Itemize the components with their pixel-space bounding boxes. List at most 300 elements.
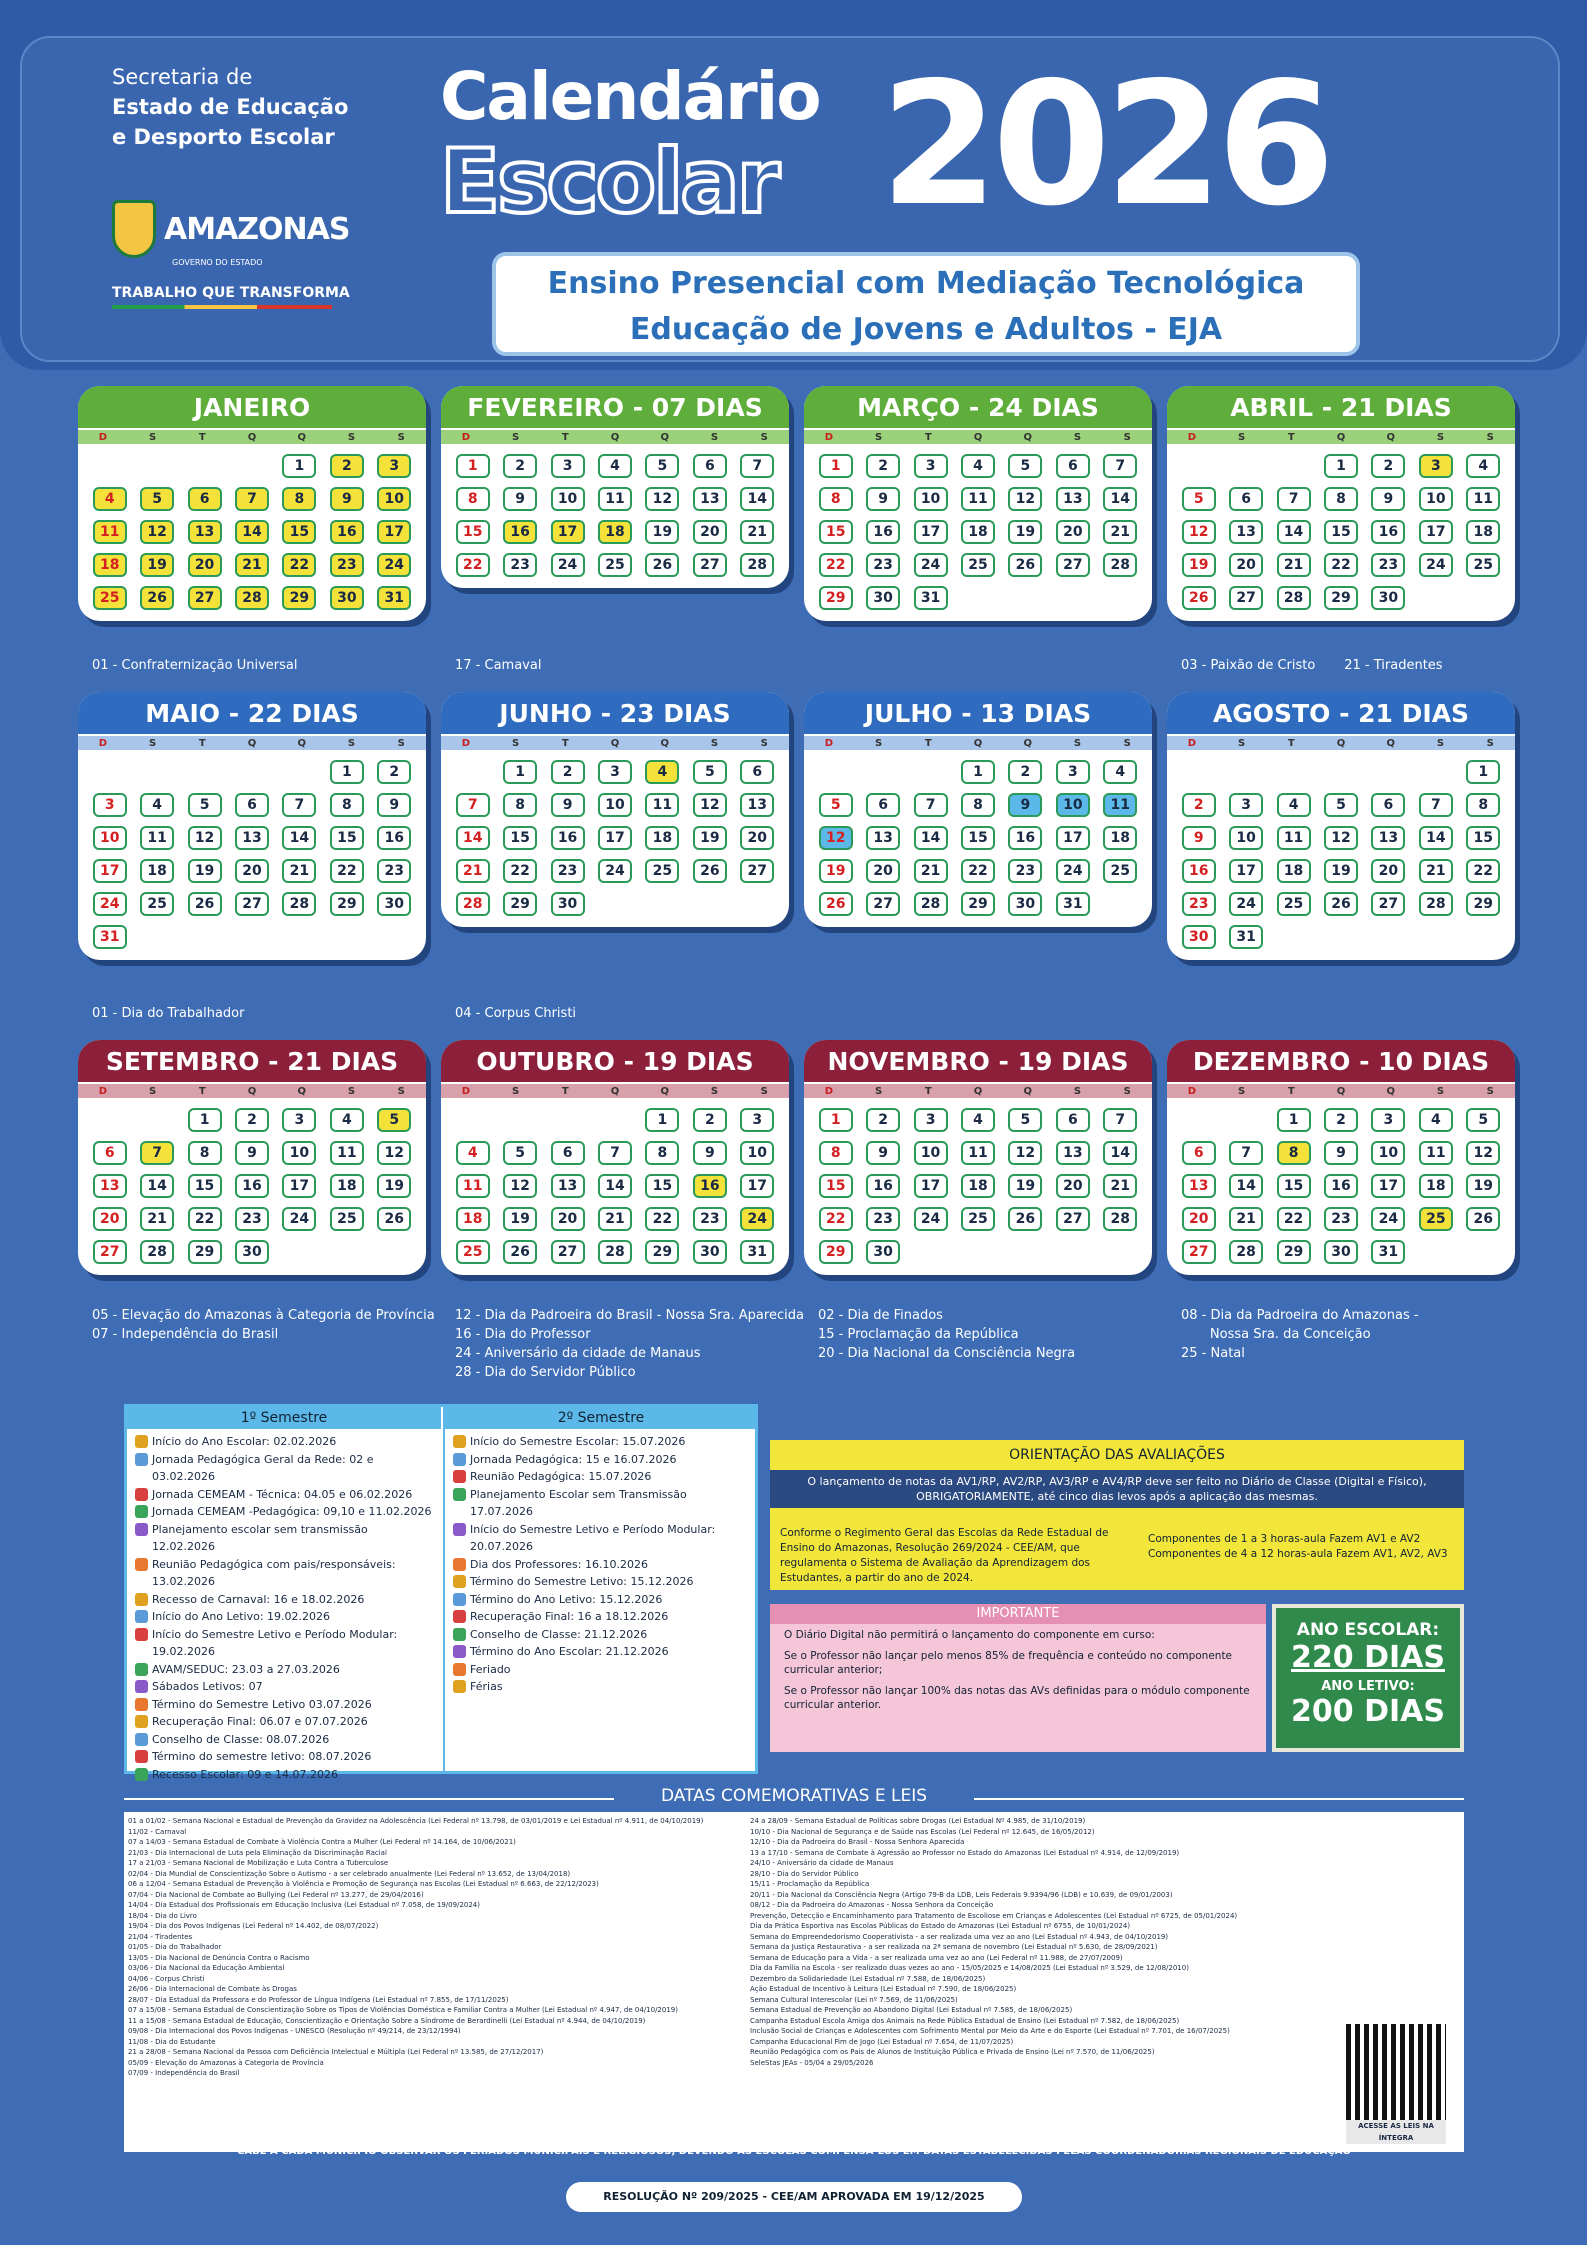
day-number[interactable]: 13	[1371, 826, 1405, 850]
day-number[interactable]: 21	[1419, 859, 1453, 883]
day-number[interactable]: 17	[551, 520, 585, 544]
day-number[interactable]: 1	[1466, 760, 1500, 784]
day-number[interactable]: 18	[1419, 1174, 1453, 1198]
day-number[interactable]: 11	[330, 1141, 364, 1165]
day-number[interactable]: 4	[598, 454, 632, 478]
day-number[interactable]: 20	[1182, 1207, 1216, 1231]
day-number[interactable]: 24	[282, 1207, 316, 1231]
day-number[interactable]: 4	[140, 793, 174, 817]
day-number[interactable]: 7	[1103, 1108, 1137, 1132]
day-number[interactable]: 2	[503, 454, 537, 478]
day-number[interactable]: 11	[598, 487, 632, 511]
day-number[interactable]: 12	[377, 1141, 411, 1165]
day-number[interactable]: 31	[1229, 925, 1263, 949]
day-number[interactable]: 29	[819, 1240, 853, 1264]
day-number[interactable]: 16	[551, 826, 585, 850]
day-number[interactable]: 18	[1466, 520, 1500, 544]
day-number[interactable]: 24	[1371, 1207, 1405, 1231]
day-number[interactable]: 19	[140, 553, 174, 577]
day-number[interactable]: 30	[693, 1240, 727, 1264]
day-number[interactable]: 14	[456, 826, 490, 850]
day-number[interactable]: 26	[377, 1207, 411, 1231]
day-number[interactable]: 5	[1182, 487, 1216, 511]
day-number[interactable]: 20	[1229, 553, 1263, 577]
day-number[interactable]: 24	[1419, 553, 1453, 577]
day-number[interactable]: 28	[282, 892, 316, 916]
day-number[interactable]: 6	[693, 454, 727, 478]
day-number[interactable]: 30	[1324, 1240, 1358, 1264]
day-number[interactable]: 23	[235, 1207, 269, 1231]
day-number[interactable]: 13	[93, 1174, 127, 1198]
day-number[interactable]: 9	[503, 487, 537, 511]
day-number[interactable]: 6	[1056, 454, 1090, 478]
day-number[interactable]: 3	[598, 760, 632, 784]
day-number[interactable]: 21	[140, 1207, 174, 1231]
day-number[interactable]: 27	[1371, 892, 1405, 916]
day-number[interactable]: 15	[188, 1174, 222, 1198]
day-number[interactable]: 5	[188, 793, 222, 817]
day-number[interactable]: 13	[235, 826, 269, 850]
day-number[interactable]: 13	[1182, 1174, 1216, 1198]
day-number[interactable]: 23	[1008, 859, 1042, 883]
day-number[interactable]: 9	[551, 793, 585, 817]
day-number[interactable]: 23	[866, 553, 900, 577]
day-number[interactable]: 5	[645, 454, 679, 478]
day-number[interactable]: 28	[1103, 1207, 1137, 1231]
day-number[interactable]: 14	[1103, 1141, 1137, 1165]
day-number[interactable]: 18	[1103, 826, 1137, 850]
day-number[interactable]: 23	[330, 553, 364, 577]
day-number[interactable]: 9	[1371, 487, 1405, 511]
day-number[interactable]: 15	[819, 1174, 853, 1198]
day-number[interactable]: 24	[551, 553, 585, 577]
day-number[interactable]: 2	[1371, 454, 1405, 478]
day-number[interactable]: 14	[740, 487, 774, 511]
day-number[interactable]: 23	[1324, 1207, 1358, 1231]
day-number[interactable]: 28	[914, 892, 948, 916]
day-number[interactable]: 15	[1277, 1174, 1311, 1198]
day-number[interactable]: 17	[598, 826, 632, 850]
day-number[interactable]: 10	[914, 487, 948, 511]
day-number[interactable]: 4	[961, 454, 995, 478]
day-number[interactable]: 25	[140, 892, 174, 916]
day-number[interactable]: 12	[693, 793, 727, 817]
day-number[interactable]: 14	[598, 1174, 632, 1198]
day-number[interactable]: 10	[1229, 826, 1263, 850]
day-number[interactable]: 17	[1229, 859, 1263, 883]
day-number[interactable]: 12	[645, 487, 679, 511]
day-number[interactable]: 11	[1419, 1141, 1453, 1165]
day-number[interactable]: 26	[503, 1240, 537, 1264]
day-number[interactable]: 27	[1056, 1207, 1090, 1231]
day-number[interactable]: 13	[1056, 1141, 1090, 1165]
day-number[interactable]: 8	[282, 487, 316, 511]
day-number[interactable]: 12	[1008, 487, 1042, 511]
day-number[interactable]: 6	[1182, 1141, 1216, 1165]
day-number[interactable]: 7	[1103, 454, 1137, 478]
day-number[interactable]: 17	[1056, 826, 1090, 850]
day-number[interactable]: 3	[377, 454, 411, 478]
day-number[interactable]: 20	[551, 1207, 585, 1231]
day-number[interactable]: 8	[1277, 1141, 1311, 1165]
day-number[interactable]: 29	[1277, 1240, 1311, 1264]
day-number[interactable]: 11	[140, 826, 174, 850]
day-number[interactable]: 21	[235, 553, 269, 577]
day-number[interactable]: 26	[1182, 586, 1216, 610]
day-number[interactable]: 13	[693, 487, 727, 511]
day-number[interactable]: 22	[1324, 553, 1358, 577]
day-number[interactable]: 20	[1371, 859, 1405, 883]
day-number[interactable]: 20	[1056, 520, 1090, 544]
day-number[interactable]: 6	[866, 793, 900, 817]
day-number[interactable]: 19	[377, 1174, 411, 1198]
day-number[interactable]: 3	[740, 1108, 774, 1132]
day-number[interactable]: 28	[1419, 892, 1453, 916]
day-number[interactable]: 30	[551, 892, 585, 916]
day-number[interactable]: 28	[598, 1240, 632, 1264]
day-number[interactable]: 21	[598, 1207, 632, 1231]
day-number[interactable]: 17	[914, 520, 948, 544]
day-number[interactable]: 26	[188, 892, 222, 916]
day-number[interactable]: 1	[1277, 1108, 1311, 1132]
day-number[interactable]: 28	[235, 586, 269, 610]
day-number[interactable]: 7	[1229, 1141, 1263, 1165]
day-number[interactable]: 11	[93, 520, 127, 544]
day-number[interactable]: 19	[645, 520, 679, 544]
day-number[interactable]: 23	[1182, 892, 1216, 916]
day-number[interactable]: 7	[1277, 487, 1311, 511]
day-number[interactable]: 29	[282, 586, 316, 610]
day-number[interactable]: 28	[1277, 586, 1311, 610]
day-number[interactable]: 3	[1419, 454, 1453, 478]
day-number[interactable]: 19	[1008, 1174, 1042, 1198]
day-number[interactable]: 27	[551, 1240, 585, 1264]
day-number[interactable]: 16	[330, 520, 364, 544]
day-number[interactable]: 11	[456, 1174, 490, 1198]
day-number[interactable]: 8	[503, 793, 537, 817]
day-number[interactable]: 13	[1056, 487, 1090, 511]
day-number[interactable]: 23	[377, 859, 411, 883]
day-number[interactable]: 2	[1324, 1108, 1358, 1132]
day-number[interactable]: 15	[503, 826, 537, 850]
day-number[interactable]: 16	[503, 520, 537, 544]
day-number[interactable]: 18	[330, 1174, 364, 1198]
day-number[interactable]: 19	[503, 1207, 537, 1231]
day-number[interactable]: 10	[1056, 793, 1090, 817]
day-number[interactable]: 5	[140, 487, 174, 511]
day-number[interactable]: 26	[1008, 1207, 1042, 1231]
day-number[interactable]: 12	[503, 1174, 537, 1198]
day-number[interactable]: 21	[1277, 553, 1311, 577]
day-number[interactable]: 15	[330, 826, 364, 850]
day-number[interactable]: 8	[819, 1141, 853, 1165]
day-number[interactable]: 9	[1324, 1141, 1358, 1165]
day-number[interactable]: 12	[1324, 826, 1358, 850]
day-number[interactable]: 27	[740, 859, 774, 883]
day-number[interactable]: 18	[456, 1207, 490, 1231]
day-number[interactable]: 25	[645, 859, 679, 883]
day-number[interactable]: 16	[1324, 1174, 1358, 1198]
day-number[interactable]: 3	[914, 1108, 948, 1132]
day-number[interactable]: 20	[1056, 1174, 1090, 1198]
day-number[interactable]: 14	[1277, 520, 1311, 544]
day-number[interactable]: 26	[140, 586, 174, 610]
day-number[interactable]: 6	[551, 1141, 585, 1165]
day-number[interactable]: 7	[598, 1141, 632, 1165]
day-number[interactable]: 28	[456, 892, 490, 916]
day-number[interactable]: 10	[740, 1141, 774, 1165]
day-number[interactable]: 27	[693, 553, 727, 577]
day-number[interactable]: 15	[1324, 520, 1358, 544]
day-number[interactable]: 27	[866, 892, 900, 916]
day-number[interactable]: 10	[1419, 487, 1453, 511]
day-number[interactable]: 25	[330, 1207, 364, 1231]
day-number[interactable]: 17	[282, 1174, 316, 1198]
day-number[interactable]: 27	[188, 586, 222, 610]
day-number[interactable]: 22	[1466, 859, 1500, 883]
day-number[interactable]: 4	[330, 1108, 364, 1132]
day-number[interactable]: 9	[1182, 826, 1216, 850]
day-number[interactable]: 17	[1419, 520, 1453, 544]
day-number[interactable]: 13	[740, 793, 774, 817]
day-number[interactable]: 11	[1466, 487, 1500, 511]
day-number[interactable]: 12	[140, 520, 174, 544]
day-number[interactable]: 12	[188, 826, 222, 850]
day-number[interactable]: 22	[645, 1207, 679, 1231]
day-number[interactable]: 21	[1103, 1174, 1137, 1198]
day-number[interactable]: 25	[456, 1240, 490, 1264]
day-number[interactable]: 3	[1056, 760, 1090, 784]
day-number[interactable]: 4	[1277, 793, 1311, 817]
day-number[interactable]: 16	[1008, 826, 1042, 850]
day-number[interactable]: 31	[1056, 892, 1090, 916]
day-number[interactable]: 8	[1466, 793, 1500, 817]
day-number[interactable]: 20	[866, 859, 900, 883]
day-number[interactable]: 12	[1008, 1141, 1042, 1165]
day-number[interactable]: 7	[740, 454, 774, 478]
day-number[interactable]: 3	[551, 454, 585, 478]
day-number[interactable]: 11	[961, 1141, 995, 1165]
day-number[interactable]: 29	[188, 1240, 222, 1264]
day-number[interactable]: 6	[1371, 793, 1405, 817]
day-number[interactable]: 12	[1182, 520, 1216, 544]
day-number[interactable]: 31	[914, 586, 948, 610]
day-number[interactable]: 24	[1056, 859, 1090, 883]
day-number[interactable]: 24	[914, 553, 948, 577]
day-number[interactable]: 15	[819, 520, 853, 544]
day-number[interactable]: 29	[961, 892, 995, 916]
day-number[interactable]: 15	[961, 826, 995, 850]
day-number[interactable]: 20	[235, 859, 269, 883]
day-number[interactable]: 30	[866, 1240, 900, 1264]
day-number[interactable]: 23	[693, 1207, 727, 1231]
day-number[interactable]: 16	[866, 520, 900, 544]
day-number[interactable]: 11	[1277, 826, 1311, 850]
day-number[interactable]: 27	[93, 1240, 127, 1264]
day-number[interactable]: 18	[1277, 859, 1311, 883]
day-number[interactable]: 30	[866, 586, 900, 610]
day-number[interactable]: 21	[740, 520, 774, 544]
day-number[interactable]: 12	[819, 826, 853, 850]
day-number[interactable]: 22	[819, 1207, 853, 1231]
day-number[interactable]: 30	[377, 892, 411, 916]
day-number[interactable]: 17	[914, 1174, 948, 1198]
day-number[interactable]: 25	[1277, 892, 1311, 916]
day-number[interactable]: 31	[93, 925, 127, 949]
day-number[interactable]: 14	[914, 826, 948, 850]
day-number[interactable]: 16	[377, 826, 411, 850]
day-number[interactable]: 22	[1277, 1207, 1311, 1231]
day-number[interactable]: 19	[1008, 520, 1042, 544]
day-number[interactable]: 18	[93, 553, 127, 577]
day-number[interactable]: 20	[693, 520, 727, 544]
day-number[interactable]: 3	[914, 454, 948, 478]
day-number[interactable]: 26	[1324, 892, 1358, 916]
day-number[interactable]: 29	[330, 892, 364, 916]
day-number[interactable]: 2	[330, 454, 364, 478]
day-number[interactable]: 4	[456, 1141, 490, 1165]
day-number[interactable]: 31	[377, 586, 411, 610]
day-number[interactable]: 29	[819, 586, 853, 610]
day-number[interactable]: 28	[1229, 1240, 1263, 1264]
day-number[interactable]: 25	[1466, 553, 1500, 577]
day-number[interactable]: 27	[1182, 1240, 1216, 1264]
day-number[interactable]: 22	[330, 859, 364, 883]
day-number[interactable]: 9	[235, 1141, 269, 1165]
day-number[interactable]: 24	[740, 1207, 774, 1231]
day-number[interactable]: 1	[456, 454, 490, 478]
day-number[interactable]: 28	[140, 1240, 174, 1264]
day-number[interactable]: 19	[1324, 859, 1358, 883]
day-number[interactable]: 6	[740, 760, 774, 784]
day-number[interactable]: 14	[282, 826, 316, 850]
day-number[interactable]: 10	[551, 487, 585, 511]
day-number[interactable]: 8	[819, 487, 853, 511]
day-number[interactable]: 29	[1324, 586, 1358, 610]
day-number[interactable]: 21	[282, 859, 316, 883]
day-number[interactable]: 29	[503, 892, 537, 916]
day-number[interactable]: 31	[740, 1240, 774, 1264]
day-number[interactable]: 6	[235, 793, 269, 817]
day-number[interactable]: 21	[1103, 520, 1137, 544]
day-number[interactable]: 23	[866, 1207, 900, 1231]
day-number[interactable]: 6	[93, 1141, 127, 1165]
day-number[interactable]: 18	[140, 859, 174, 883]
day-number[interactable]: 28	[1103, 553, 1137, 577]
day-number[interactable]: 4	[1466, 454, 1500, 478]
day-number[interactable]: 7	[914, 793, 948, 817]
day-number[interactable]: 5	[819, 793, 853, 817]
day-number[interactable]: 5	[1008, 1108, 1042, 1132]
day-number[interactable]: 21	[1229, 1207, 1263, 1231]
day-number[interactable]: 2	[866, 454, 900, 478]
day-number[interactable]: 4	[961, 1108, 995, 1132]
day-number[interactable]: 21	[914, 859, 948, 883]
day-number[interactable]: 20	[188, 553, 222, 577]
day-number[interactable]: 10	[1371, 1141, 1405, 1165]
day-number[interactable]: 28	[740, 553, 774, 577]
day-number[interactable]: 18	[645, 826, 679, 850]
day-number[interactable]: 1	[1324, 454, 1358, 478]
day-number[interactable]: 5	[1466, 1108, 1500, 1132]
day-number[interactable]: 15	[1466, 826, 1500, 850]
day-number[interactable]: 15	[456, 520, 490, 544]
day-number[interactable]: 3	[1371, 1108, 1405, 1132]
day-number[interactable]: 8	[188, 1141, 222, 1165]
day-number[interactable]: 27	[235, 892, 269, 916]
day-number[interactable]: 9	[330, 487, 364, 511]
day-number[interactable]: 14	[235, 520, 269, 544]
day-number[interactable]: 24	[377, 553, 411, 577]
day-number[interactable]: 26	[693, 859, 727, 883]
day-number[interactable]: 2	[235, 1108, 269, 1132]
day-number[interactable]: 14	[1103, 487, 1137, 511]
day-number[interactable]: 14	[140, 1174, 174, 1198]
day-number[interactable]: 7	[1419, 793, 1453, 817]
day-number[interactable]: 13	[551, 1174, 585, 1198]
day-number[interactable]: 23	[551, 859, 585, 883]
day-number[interactable]: 31	[1371, 1240, 1405, 1264]
day-number[interactable]: 4	[93, 487, 127, 511]
day-number[interactable]: 14	[1419, 826, 1453, 850]
day-number[interactable]: 20	[740, 826, 774, 850]
day-number[interactable]: 5	[1324, 793, 1358, 817]
day-number[interactable]: 6	[188, 487, 222, 511]
day-number[interactable]: 30	[1371, 586, 1405, 610]
day-number[interactable]: 9	[866, 1141, 900, 1165]
day-number[interactable]: 19	[188, 859, 222, 883]
day-number[interactable]: 7	[140, 1141, 174, 1165]
day-number[interactable]: 23	[1371, 553, 1405, 577]
day-number[interactable]: 7	[282, 793, 316, 817]
day-number[interactable]: 24	[93, 892, 127, 916]
day-number[interactable]: 5	[693, 760, 727, 784]
day-number[interactable]: 27	[1229, 586, 1263, 610]
day-number[interactable]: 10	[377, 487, 411, 511]
day-number[interactable]: 1	[819, 1108, 853, 1132]
day-number[interactable]: 9	[693, 1141, 727, 1165]
day-number[interactable]: 4	[1103, 760, 1137, 784]
day-number[interactable]: 27	[1056, 553, 1090, 577]
day-number[interactable]: 4	[1419, 1108, 1453, 1132]
day-number[interactable]: 18	[961, 1174, 995, 1198]
day-number[interactable]: 30	[1008, 892, 1042, 916]
day-number[interactable]: 25	[93, 586, 127, 610]
day-number[interactable]: 13	[866, 826, 900, 850]
day-number[interactable]: 9	[377, 793, 411, 817]
day-number[interactable]: 3	[93, 793, 127, 817]
day-number[interactable]: 25	[1103, 859, 1137, 883]
day-number[interactable]: 19	[1182, 553, 1216, 577]
day-number[interactable]: 6	[1056, 1108, 1090, 1132]
day-number[interactable]: 1	[645, 1108, 679, 1132]
day-number[interactable]: 1	[188, 1108, 222, 1132]
day-number[interactable]: 22	[503, 859, 537, 883]
day-number[interactable]: 9	[866, 487, 900, 511]
day-number[interactable]: 13	[1229, 520, 1263, 544]
day-number[interactable]: 8	[330, 793, 364, 817]
day-number[interactable]: 16	[1371, 520, 1405, 544]
day-number[interactable]: 26	[1008, 553, 1042, 577]
day-number[interactable]: 26	[1466, 1207, 1500, 1231]
day-number[interactable]: 11	[1103, 793, 1137, 817]
day-number[interactable]: 19	[819, 859, 853, 883]
day-number[interactable]: 15	[645, 1174, 679, 1198]
day-number[interactable]: 29	[1466, 892, 1500, 916]
day-number[interactable]: 14	[1229, 1174, 1263, 1198]
day-number[interactable]: 4	[645, 760, 679, 784]
day-number[interactable]: 12	[1466, 1141, 1500, 1165]
